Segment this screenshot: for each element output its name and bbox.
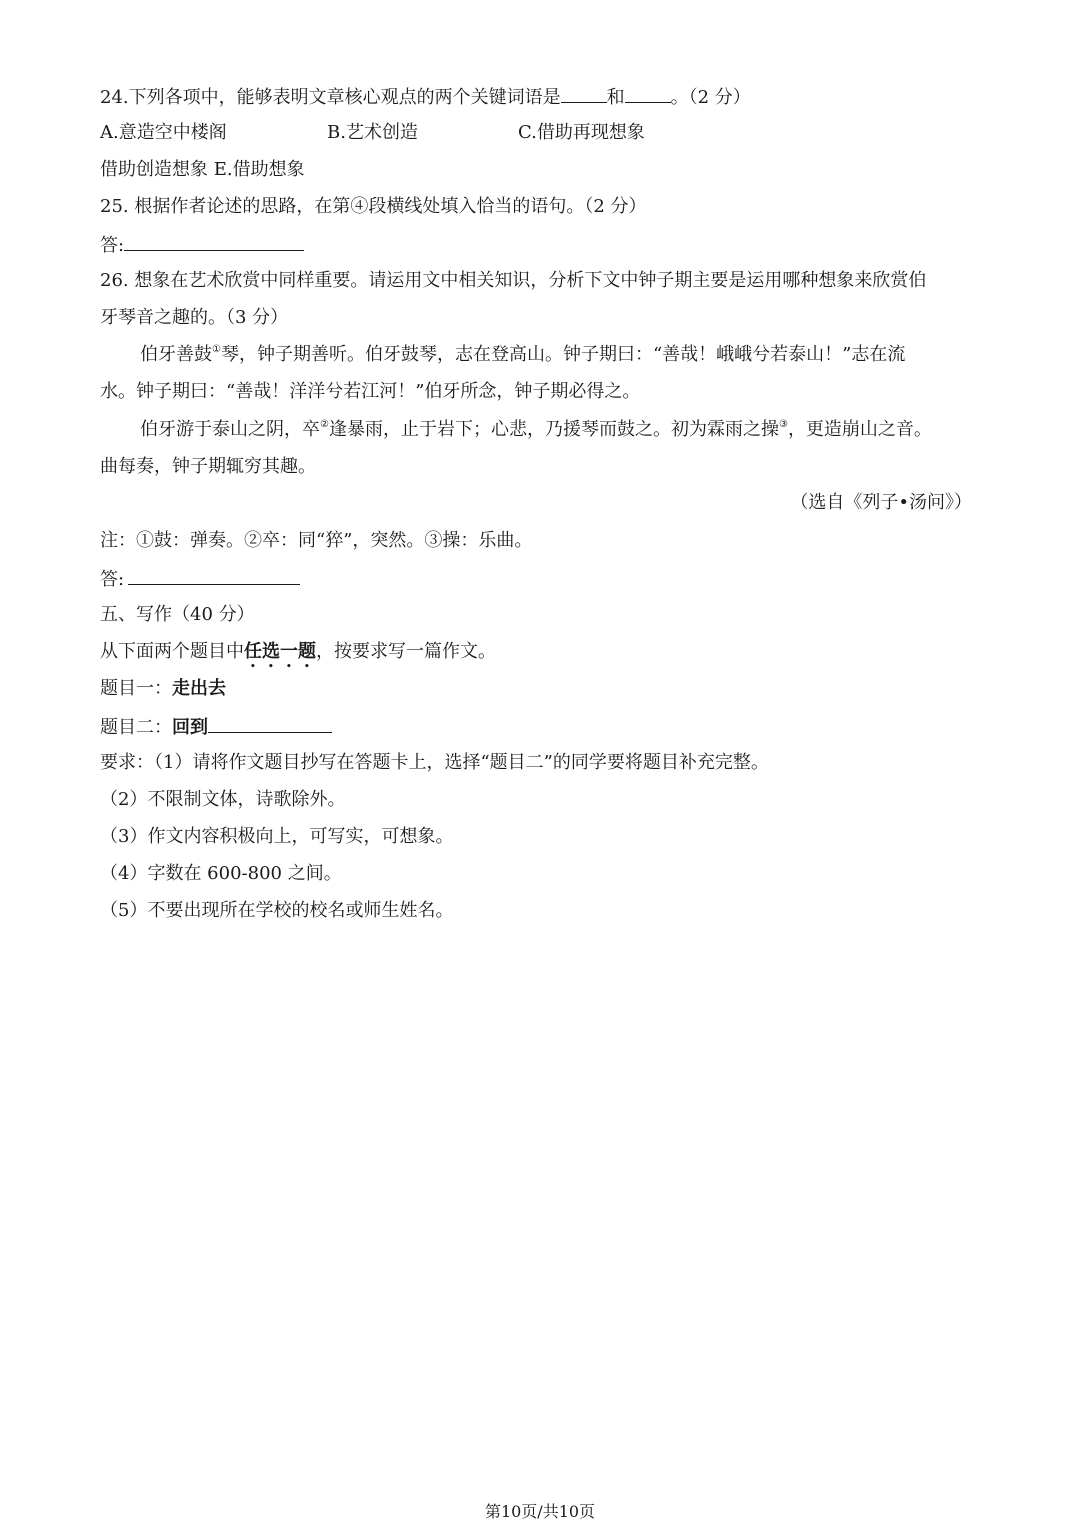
topic-2-title: 回到	[172, 717, 208, 738]
q25-answer	[100, 232, 304, 258]
q26-answer-blank	[128, 566, 300, 585]
topic-2-label: 题目二：	[100, 717, 172, 738]
q24-options	[100, 121, 645, 145]
q25-answer-blank	[124, 232, 304, 251]
requirement-5: （5）不要出现所在学校的校名或师生姓名。	[100, 900, 454, 921]
instruction-text: 从下面两个题目中	[100, 641, 244, 662]
requirement-2: （2）不限制文体，诗歌除外。	[100, 789, 346, 810]
q26-passage-p2-line-1	[140, 418, 932, 442]
q24-score: 。（2 分）	[670, 87, 751, 108]
instruction-text: ，按要求写一篇作文。	[316, 641, 496, 662]
topic-1	[100, 677, 226, 701]
writing-instruction	[100, 640, 496, 672]
q26-stem-line-1: 26. 想象在艺术欣赏中同样重要。请运用文中相关知识，分析下文中钟子期主要是运用哪种想象来欣赏伯	[100, 270, 927, 291]
page-footer: 第10页/共10页	[484, 1502, 596, 1521]
q26-answer	[100, 566, 300, 592]
q25-answer-label: 答:	[100, 235, 125, 256]
q24-option-de: 借助创造想象 E.借助想象	[100, 159, 305, 180]
note-mark-2: ②	[320, 419, 329, 430]
requirement-4: （4）字数在 600-800 之间。	[100, 863, 342, 884]
topic-2-blank	[208, 714, 332, 733]
topic-2	[100, 714, 332, 740]
note-mark-1: ①	[212, 344, 221, 355]
q25-stem: 25. 根据作者论述的思路，在第④段横线处填入恰当的语句。（2 分）	[100, 196, 647, 217]
q24-stem	[100, 84, 751, 110]
q26-passage-p1-line-1	[140, 343, 905, 367]
topic-1-title: 走出去	[172, 678, 226, 699]
passage-text: ，更造崩山之音。	[787, 419, 932, 440]
writing-heading: 五、写作（40 分）	[100, 604, 255, 625]
q26-source: （选自《列子•汤问》）	[790, 492, 972, 513]
q24-blank-1	[561, 84, 607, 103]
requirement-1: 要求：（1）请将作文题目抄写在答题卡上，选择“题目二”的同学要将题目补充完整。	[100, 752, 769, 773]
q26-passage-p2-line-2: 曲每奏，钟子期辄穷其趣。	[100, 456, 316, 477]
q26-passage-p1-line-2: 水。钟子期曰：“善哉！洋洋兮若江河！”伯牙所念，钟子期必得之。	[100, 381, 641, 402]
q24-option-b: B.艺术创造	[327, 122, 418, 143]
q24-and: 和	[606, 87, 625, 108]
passage-text: 伯牙游于泰山之阴，卒	[140, 419, 320, 440]
q24-blank-2	[625, 84, 671, 103]
passage-text: 琴，钟子期善听。伯牙鼓琴，志在登高山。钟子期曰：“善哉！峨峨兮若泰山！”志在流	[220, 344, 906, 365]
requirement-3: （3）作文内容积极向上，可写实，可想象。	[100, 826, 454, 847]
instruction-emphasis: 任选一题	[244, 641, 316, 662]
q26-stem-line-2: 牙琴音之趣的。（3 分）	[100, 307, 289, 328]
q26-answer-label: 答:	[100, 569, 125, 590]
q24-option-a: A.意造空中楼阁	[100, 122, 227, 143]
topic-1-label: 题目一：	[100, 678, 172, 699]
passage-text: 逢暴雨，止于岩下；心悲，乃援琴而鼓之。初为霖雨之操	[328, 419, 779, 440]
q26-notes: 注：①鼓：弹奏。②卒：同“猝”，突然。③操：乐曲。	[100, 530, 533, 551]
passage-text: 伯牙善鼓	[140, 344, 212, 365]
q24-option-c: C.借助再现想象	[518, 122, 645, 143]
note-mark-3: ③	[778, 419, 788, 430]
q24-stem-text: 24.下列各项中，能够表明文章核心观点的两个关键词语是	[100, 87, 561, 108]
